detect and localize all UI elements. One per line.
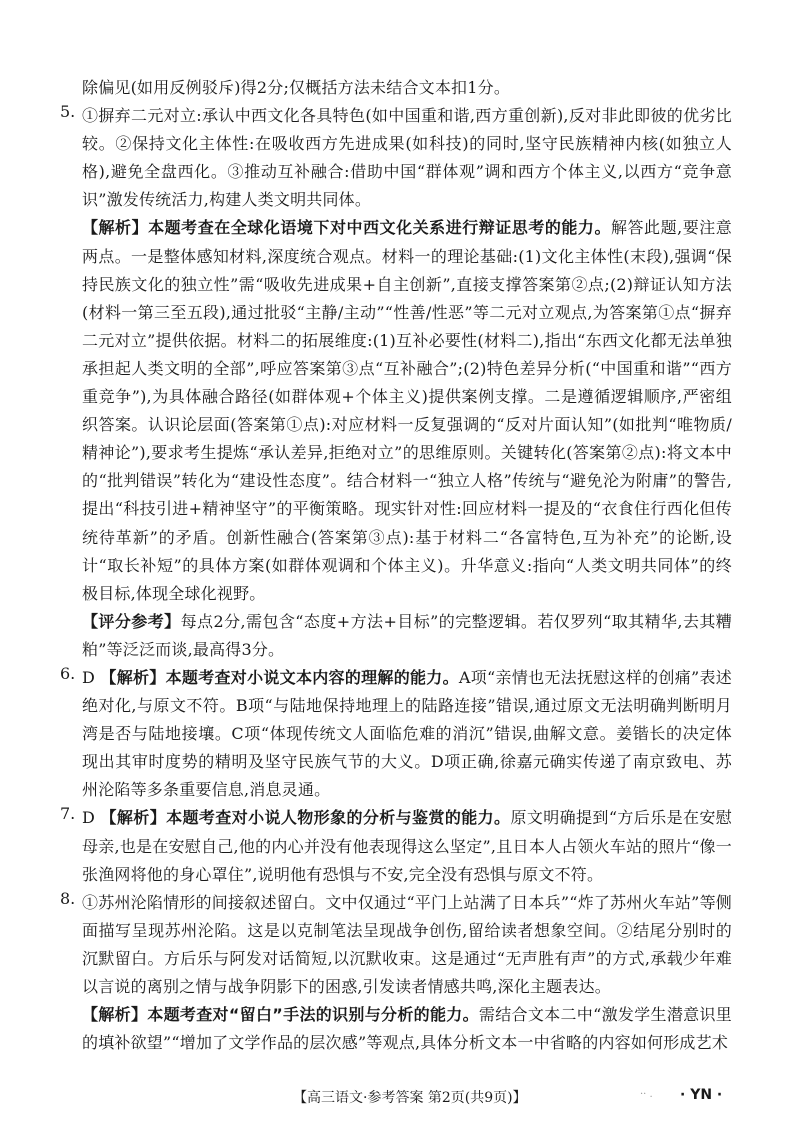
question-6-answer: D (82, 667, 96, 687)
question-5-analysis (82, 214, 732, 607)
question-5-scoring (82, 608, 732, 664)
top-line: 除偏见(如用反例驳斥)得2分;仅概括方法未结合文本扣1分。 (82, 78, 511, 97)
analysis-text: A项“亲情也无法抚慰这样的创痛”表述绝对化,与原文不符。B项“与陆地保持地理上的陆路连接”错误,通过原文无法明确判断明月湾是否与陆地接壤。C项“体现传统文人面临危难的消沉”错误,曲解文意。姜锴长的决定体现出其审时度势的精明及坚守民族气节的大义。D项正确,徐嘉元确实传递了南京致电、苏州沦陷等多条重要信息,消息灵通。 (82, 667, 732, 800)
scoring-text: 每点2分,需包含“态度+方法+目标”的完整逻辑。若仅罗列“取其精华,去其糟粕”等泛泛而谈,最高得3分。 (82, 611, 733, 659)
analysis-tag: 【解析】 (82, 218, 149, 238)
question-8-analysis (82, 1001, 732, 1057)
question-6-number: 6. (60, 663, 76, 683)
question-7 (60, 804, 732, 888)
question-8 (60, 888, 732, 1001)
question-7-answer: D (82, 808, 96, 828)
footer-dots: ·· . (640, 1089, 653, 1100)
analysis-bold: 本题考查在全球化语境下对中西文化关系进行辩证思考的能力。 (148, 218, 611, 238)
scoring-tag: 【评分参考】 (82, 611, 181, 631)
analysis-bold: 本题考查对小说人物形象的分析与鉴赏的能力。 (166, 808, 511, 828)
analysis-tag: 【解析】 (100, 808, 167, 828)
footer-code: · YN · (680, 1087, 723, 1103)
question-7-number: 7. (60, 804, 76, 824)
question-6-body (82, 664, 732, 804)
analysis-bold: 本题考查对“留白”手法的识别与分析的能力。 (147, 1005, 479, 1025)
question-5 (60, 102, 732, 214)
analysis-bold: 本题考查对小说文本内容的理解的能力。 (165, 667, 459, 687)
analysis-text: 原文明确提到“方后乐是在安慰母亲,也是在安慰自己,他的内心并没有他表现得这么坚定”,且日本人占领火车站的照片“像一张渔网将他的身心罩住”,说明他有恐惧与不安,完全没有恐惧与原文不符。 (82, 808, 732, 884)
answer-content (60, 74, 733, 1057)
question-5-answer: ①摒弃二元对立:承认中西文化各具特色(如中国重和谐,西方重创新),反对非此即彼的优劣比较。②保持文化主体性:在吸收西方先进成果(如科技)的同时,坚守民族精神内核(如独立人格),避免全盘西化。③推动互补融合:借助中国“群体观”调和西方个体主义,以西方“竞争意识”激发传统活力,构建人类文明共同体。 (82, 106, 732, 210)
question-5-number: 5. (60, 102, 76, 122)
analysis-tag: 【解析】 (82, 1005, 148, 1025)
question-8-answer: ①苏州沦陷情形的间接叙述留白。文中仅通过“平门上站满了日本兵”“炸了苏州火车站”等侧面描写呈现苏州沦陷。这是以克制笔法呈现战争创伤,留给读者想象空间。②结尾分别时的沉默留白。方后乐与阿发对话简短,以沉默收束。这是通过“无声胜有声”的方式,承载少年难以言说的离别之情与战争阴影下的困惑,引发读者情感共鸣,深化主题表达。 (82, 892, 732, 996)
analysis-text: 解答此题,要注意两点。一是整体感知材料,深度统合观点。材料一的理论基础:(1)文化主体性(末段),强调“保持民族文化的独立性”需“吸收先进成果+自主创新”,直接支撑答案第②点;(2)辩证认知方法(材料一第三至五段),通过批驳“主静/主动”“性善/性恶”等二元对立观点,为答案第①点“摒弃二元对立”提供依据。材料二的拓展维度:(1)互补必要性(材料二),指出“东西文化都无法单独承担起人类文明的全部”,呼应答案第③点“互补融合”;(2)特色差异分析(“中国重和谐”“西方重竞争”),为具体融合路径(如群体观+个体主义)提供案例支撑。二是遵循逻辑顺序,严密组织答案。认识论层面(答案第①点):对应材料一反复强调的“反对片面认知”(如批判“唯物质/精神论”),要求考生提炼“承认差异,拒绝对立”的思维原则。关键转化(答案第②点):将文本中的“批判错误”转化为“建设性态度”。结合材料一“独立人格”传统与“避免沦为附庸”的警告,提出“科技引进+精神坚守”的平衡策略。现实针对性:回应材料一提及的“衣食住行西化但传统待革新”的矛盾。创新性融合(答案第③点):基于材料二“各富特色,互为补充”的论断,设计“取长补短”的具体方案(如群体观调和个体主义)。升华意义:指向“人类文明共同体”的终极目标,体现全球化视野。 (82, 218, 732, 603)
question-6 (60, 663, 732, 804)
question-8-number: 8. (60, 888, 76, 908)
footer-page-info: 【高三语文·参考答案 第2页(共9页)】 (293, 1090, 527, 1106)
analysis-text: 需结合文本二中“激发学生潜意识里的填补欲望”“增加了文学作品的层次感”等观点,具体分析文本一中省略的内容如何形成艺术 (82, 1005, 732, 1053)
question-7-body (82, 804, 732, 888)
analysis-tag: 【解析】 (100, 667, 166, 687)
page-footer (0, 1087, 800, 1111)
